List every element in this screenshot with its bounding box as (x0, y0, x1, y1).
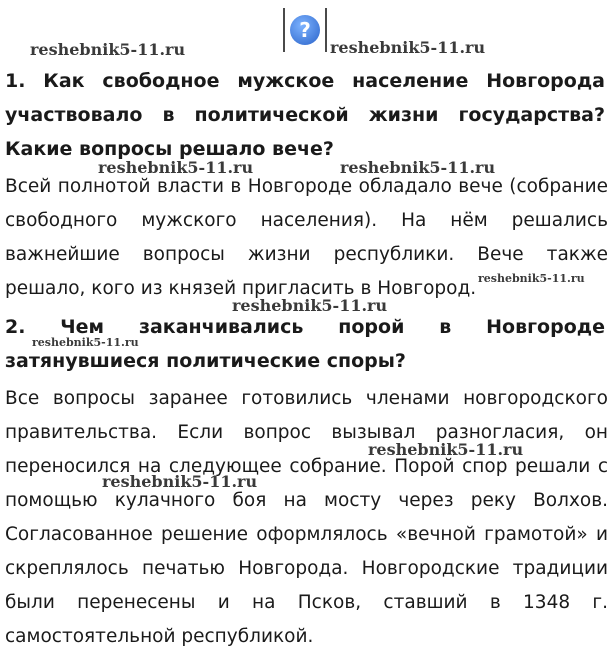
watermark: reshebnik5-11.ru (98, 158, 254, 177)
question-1: 1. Как свободное мужское население Новгорода участвовало в политической жизни государства? Какие вопросы решало вече? (5, 70, 605, 160)
watermark: reshebnik5-11.ru (232, 296, 388, 315)
watermark: reshebnik5-11.ru (30, 40, 186, 59)
watermark: reshebnik5-11.ru (368, 440, 524, 459)
answer-1: Всей полнотой власти в Новгороде обладало вече (собрание свободного мужского населения). На нём решались важнейшие вопросы жизни республики. Вече также решало, кого из князей пригласить в Новгород. (5, 176, 608, 299)
watermark: reshebnik5-11.ru (330, 38, 486, 57)
watermark: reshebnik5-11.ru (478, 272, 585, 285)
question-icon: ? (290, 15, 320, 45)
help-icon-frame (283, 8, 327, 52)
question-2: 2. Чем заканчивались порой в Новгороде затянувшиеся политические споры? (5, 316, 605, 372)
watermark: reshebnik5-11.ru (340, 158, 496, 177)
answer-2: Все вопросы заранее готовились членами новгородского правительства. Если вопрос вызывал разногласия, он переносился на следующее собрание. Порой спор решали с помощью кулачного боя на мосту через реку Волхов. Согласованное решение оформлялось «вечной грамотой» и скреплялось печатью Новгорода. Новгородские традиции были перенесены и на Псков, ставший в 1348 г. самостоятельной республикой. (5, 388, 608, 647)
watermark: reshebnik5-11.ru (32, 336, 139, 349)
watermark: reshebnik5-11.ru (102, 472, 258, 491)
